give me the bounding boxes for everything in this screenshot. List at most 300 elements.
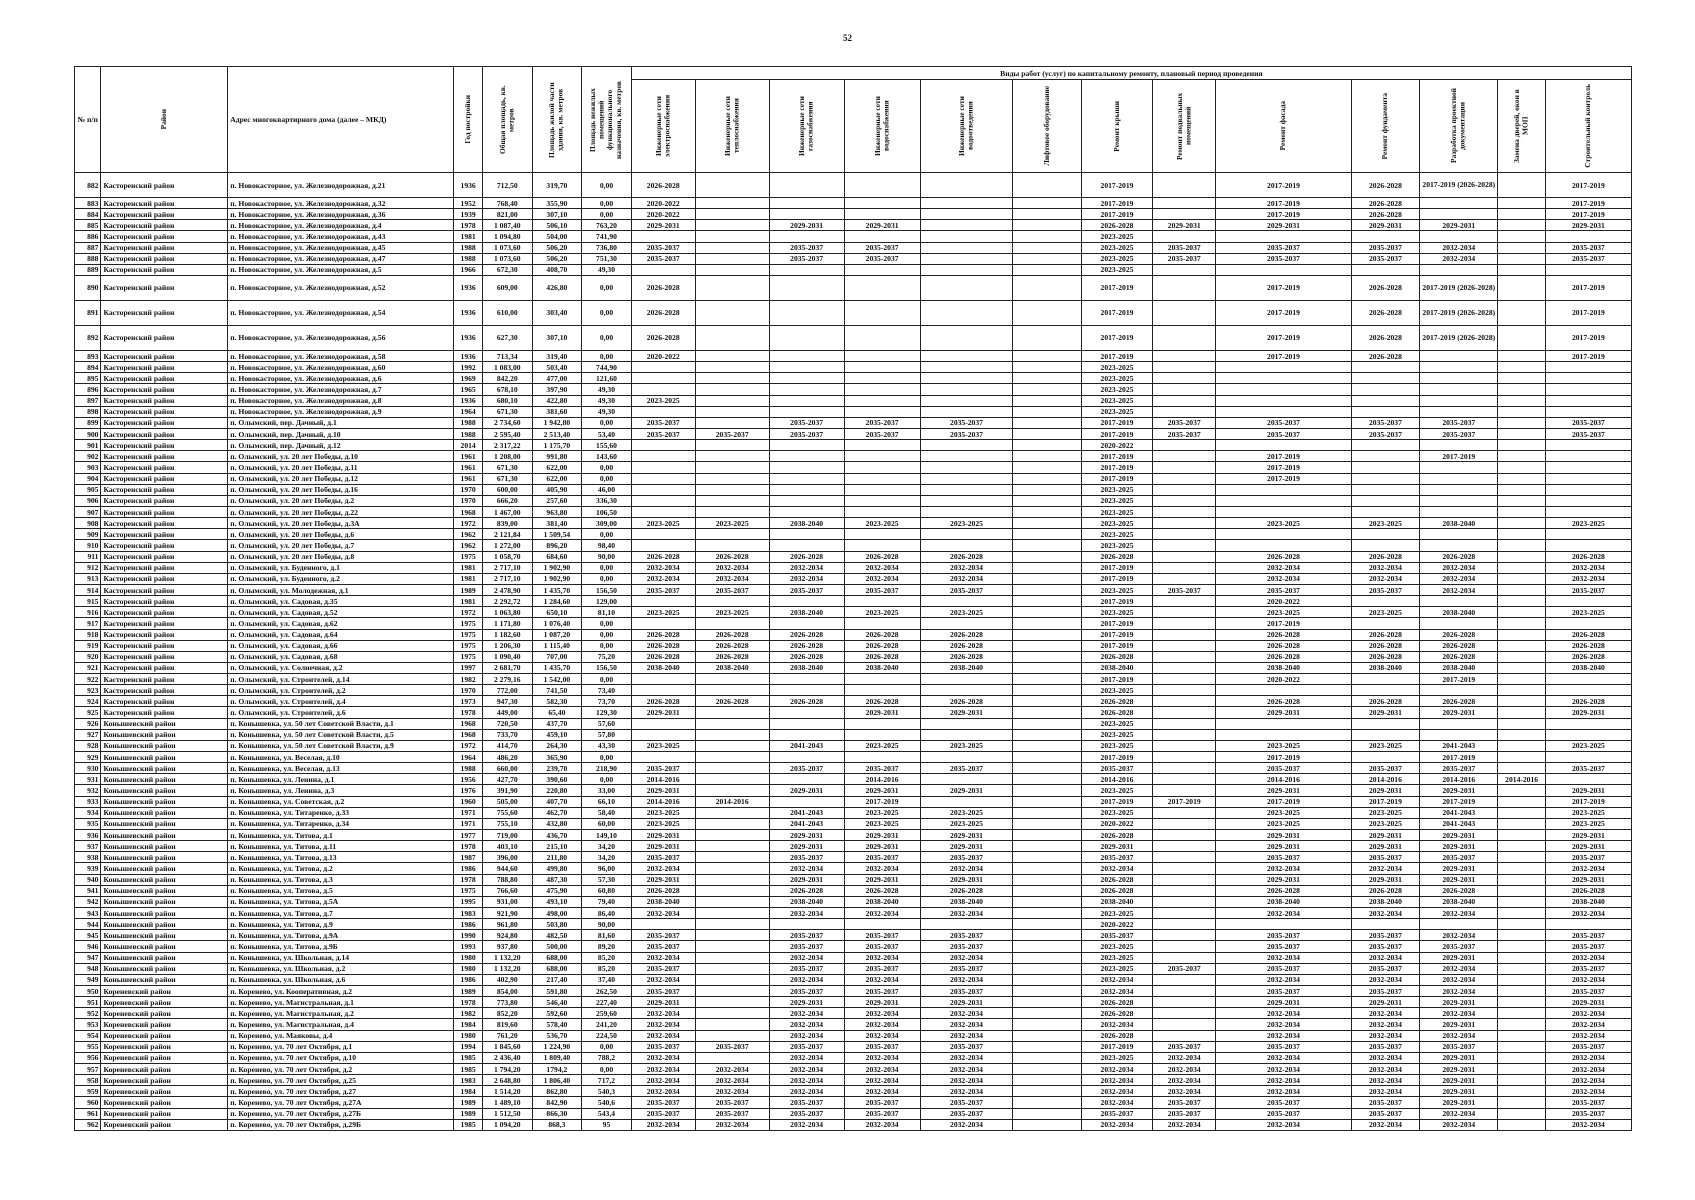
table-cell: 2023-2025 xyxy=(1081,685,1153,696)
table-cell: 2023-2025 xyxy=(844,518,920,529)
table-cell: 1980 xyxy=(454,952,483,963)
table-cell: п. Новокасторное, ул. Железнодорожная, д.47 xyxy=(228,253,454,264)
table-cell: 2035-2037 xyxy=(1216,417,1352,428)
table-cell: 1 208,00 xyxy=(482,451,532,462)
table-cell xyxy=(1498,417,1545,428)
table-cell: п. Новокасторное, ул. Железнодорожная, д.8 xyxy=(228,395,454,406)
table-cell xyxy=(769,231,844,242)
table-row xyxy=(75,462,1632,473)
table-cell: 2035-2037 xyxy=(1351,1097,1419,1108)
table-cell xyxy=(1013,451,1081,462)
table-cell xyxy=(1013,997,1081,1008)
table-cell: 2026-2028 xyxy=(1351,275,1419,300)
table-cell: 2038-2040 xyxy=(844,896,920,907)
table-cell: 2035-2037 xyxy=(1153,242,1216,253)
table-cell: 49,30 xyxy=(582,384,632,395)
table-cell: Конышевский район xyxy=(101,908,228,919)
table-cell: 218,90 xyxy=(582,763,632,774)
table-cell xyxy=(1351,373,1419,384)
table-cell: 2029-2031 xyxy=(1216,785,1352,796)
table-cell xyxy=(695,874,769,885)
table-cell: 2017-2019 (2026-2028) xyxy=(1420,325,1498,350)
table-cell: 954 xyxy=(75,1030,101,1041)
table-cell: 407,70 xyxy=(532,796,582,807)
table-cell xyxy=(631,440,695,451)
table-cell: 2035-2037 xyxy=(1351,584,1419,595)
table-cell: 1988 xyxy=(454,763,483,774)
table-cell: 2032-2034 xyxy=(920,1008,1013,1019)
table-cell: 85,20 xyxy=(582,952,632,963)
table-cell: 2029-2031 xyxy=(631,707,695,718)
col-work-8: Ремонт фасада xyxy=(1216,80,1352,173)
table-cell: 2038-2040 xyxy=(1081,662,1153,673)
table-cell xyxy=(631,529,695,540)
table-cell: 672,30 xyxy=(482,264,532,275)
table-cell: 884 xyxy=(75,209,101,220)
table-cell xyxy=(695,173,769,198)
table-cell: 2017-2019 xyxy=(1216,325,1352,350)
table-row xyxy=(75,963,1632,974)
table-cell: Касторенский район xyxy=(101,651,228,662)
table-cell: 1 512,50 xyxy=(482,1108,532,1119)
table-cell: 2032-2034 xyxy=(1351,1030,1419,1041)
table-cell xyxy=(1153,818,1216,829)
table-cell: 2038-2040 xyxy=(769,518,844,529)
table-row xyxy=(75,1108,1632,1119)
table-cell xyxy=(1153,173,1216,198)
table-cell: 2032-2034 xyxy=(1081,1075,1153,1086)
table-cell: 262,50 xyxy=(582,986,632,997)
table-cell: 1 175,70 xyxy=(532,440,582,451)
table-cell: 1 087,40 xyxy=(482,220,532,231)
table-row xyxy=(75,707,1632,718)
table-cell: 2035-2037 xyxy=(844,1097,920,1108)
table-cell: 2017-2019 xyxy=(1153,796,1216,807)
table-cell: 2035-2037 xyxy=(1545,941,1631,952)
table-cell xyxy=(1153,841,1216,852)
table-cell xyxy=(1498,551,1545,562)
table-cell xyxy=(1153,908,1216,919)
table-row xyxy=(75,818,1632,829)
table-cell: 1961 xyxy=(454,473,483,484)
table-cell xyxy=(1498,1030,1545,1041)
table-cell: 610,00 xyxy=(482,300,532,325)
table-cell xyxy=(1351,484,1419,495)
table-cell: 1968 xyxy=(454,729,483,740)
table-cell: 2035-2037 xyxy=(1545,986,1631,997)
table-cell: Касторенский район xyxy=(101,685,228,696)
table-cell xyxy=(1498,830,1545,841)
table-cell: 2032-2034 xyxy=(1216,562,1352,573)
table-cell xyxy=(1351,406,1419,417)
table-cell xyxy=(695,974,769,985)
table-cell xyxy=(695,852,769,863)
table-cell: 405,90 xyxy=(532,484,582,495)
table-cell: 2032-2034 xyxy=(844,1063,920,1074)
table-cell xyxy=(769,462,844,473)
table-cell: 2032-2034 xyxy=(1545,952,1631,963)
table-cell: 591,80 xyxy=(532,986,582,997)
table-cell: п. Олымский, ул. 20 лет Победы, д.7 xyxy=(228,540,454,551)
table-cell: 2032-2034 xyxy=(769,1008,844,1019)
table-cell xyxy=(695,540,769,551)
table-cell xyxy=(1153,1030,1216,1041)
table-cell: 2023-2025 xyxy=(844,807,920,818)
table-cell: 2038-2040 xyxy=(1420,662,1498,673)
table-cell xyxy=(1498,729,1545,740)
table-cell: 2032-2034 xyxy=(769,952,844,963)
table-cell: 1975 xyxy=(454,640,483,651)
table-cell: 96,00 xyxy=(582,863,632,874)
table-cell: 2032-2034 xyxy=(1153,1063,1216,1074)
table-cell: 1988 xyxy=(454,417,483,428)
table-cell: 1985 xyxy=(454,1063,483,1074)
table-cell: п. Олымский, ул. Буденного, д.1 xyxy=(228,562,454,573)
table-cell: 923 xyxy=(75,685,101,696)
table-cell: 2026-2028 xyxy=(844,885,920,896)
table-cell: Конышевский район xyxy=(101,952,228,963)
table-cell: 1986 xyxy=(454,863,483,874)
table-cell: 2026-2028 xyxy=(1081,885,1153,896)
table-cell: 1977 xyxy=(454,830,483,841)
table-cell: 2026-2028 xyxy=(769,640,844,651)
table-cell: 2035-2037 xyxy=(1351,941,1419,952)
table-cell xyxy=(695,952,769,963)
table-row xyxy=(75,651,1632,662)
table-cell xyxy=(920,406,1013,417)
table-cell: 1 206,30 xyxy=(482,640,532,651)
table-cell xyxy=(920,729,1013,740)
table-row xyxy=(75,506,1632,517)
table-cell: 2032-2034 xyxy=(631,1030,695,1041)
table-cell: 2032-2034 xyxy=(1153,1052,1216,1063)
table-cell xyxy=(1153,830,1216,841)
table-cell: Конышевский район xyxy=(101,874,228,885)
table-row xyxy=(75,640,1632,651)
table-cell: 896,20 xyxy=(532,540,582,551)
table-cell: 1997 xyxy=(454,662,483,673)
table-cell: 381,40 xyxy=(532,518,582,529)
table-cell: 2026-2028 xyxy=(1081,1008,1153,1019)
table-cell: 928 xyxy=(75,740,101,751)
table-cell: 2017-2019 xyxy=(1081,752,1153,763)
table-row xyxy=(75,551,1632,562)
table-cell xyxy=(1013,462,1081,473)
table-cell: 921,90 xyxy=(482,908,532,919)
table-cell xyxy=(1216,395,1352,406)
table-cell xyxy=(920,506,1013,517)
table-cell xyxy=(1013,986,1081,997)
col-year: Год постройки xyxy=(454,67,483,173)
table-cell xyxy=(920,752,1013,763)
table-cell: 2035-2037 xyxy=(1216,963,1352,974)
table-cell: 2035-2037 xyxy=(631,852,695,863)
table-cell: 2029-2031 xyxy=(1351,997,1419,1008)
table-cell: 1975 xyxy=(454,618,483,629)
table-cell xyxy=(1351,919,1419,930)
table-cell: 666,20 xyxy=(482,495,532,506)
table-cell: 2026-2028 xyxy=(1420,696,1498,707)
table-cell: 2038-2040 xyxy=(844,662,920,673)
table-cell: 842,20 xyxy=(482,373,532,384)
table-cell: Касторенский район xyxy=(101,662,228,673)
table-cell: 2014-2016 xyxy=(1498,774,1545,785)
table-cell xyxy=(695,618,769,629)
table-cell xyxy=(844,325,920,350)
table-cell: п. Коренево, ул. Магистральная, д.1 xyxy=(228,997,454,1008)
table-cell xyxy=(1498,1097,1545,1108)
table-cell: 2032-2034 xyxy=(631,974,695,985)
table-cell: 2029-2031 xyxy=(1351,220,1419,231)
table-cell: 2029-2031 xyxy=(1420,1086,1498,1097)
table-cell: 2032-2034 xyxy=(769,1119,844,1130)
table-cell xyxy=(1498,264,1545,275)
table-cell: 2026-2028 xyxy=(695,629,769,640)
table-cell: 961 xyxy=(75,1108,101,1119)
table-cell xyxy=(695,596,769,607)
table-cell xyxy=(1216,373,1352,384)
table-cell xyxy=(1013,707,1081,718)
table-cell: 2032-2034 xyxy=(769,1086,844,1097)
table-cell: Касторенский район xyxy=(101,596,228,607)
table-cell xyxy=(1153,885,1216,896)
table-cell: 49,30 xyxy=(582,406,632,417)
table-cell: 95 xyxy=(582,1119,632,1130)
table-cell: п. Конышевка, ул. Титова, д.5А xyxy=(228,896,454,907)
table-cell: 2029-2031 xyxy=(1420,1019,1498,1030)
table-cell: 915 xyxy=(75,596,101,607)
table-cell: 2035-2037 xyxy=(1216,584,1352,595)
table-cell xyxy=(1420,596,1498,607)
table-cell xyxy=(1498,740,1545,751)
table-cell: 932 xyxy=(75,785,101,796)
table-cell xyxy=(1153,863,1216,874)
table-cell: 2032-2034 xyxy=(1420,963,1498,974)
table-cell xyxy=(1216,231,1352,242)
table-cell xyxy=(1351,440,1419,451)
table-row xyxy=(75,607,1632,618)
table-cell: 2041-2043 xyxy=(769,807,844,818)
table-cell: 493,10 xyxy=(532,896,582,907)
table-cell: 2026-2028 xyxy=(769,651,844,662)
table-cell: 1971 xyxy=(454,807,483,818)
table-cell xyxy=(1013,275,1081,300)
table-cell: 2032-2034 xyxy=(1351,1119,1419,1130)
table-cell: 0,00 xyxy=(582,674,632,685)
table-cell: Касторенский район xyxy=(101,428,228,439)
table-cell: 1936 xyxy=(454,350,483,361)
table-cell: 2035-2037 xyxy=(1153,417,1216,428)
table-row xyxy=(75,1030,1632,1041)
table-cell xyxy=(1013,863,1081,874)
table-cell: 2032-2034 xyxy=(1351,974,1419,985)
table-cell: 2026-2028 xyxy=(1351,885,1419,896)
table-cell: 2038-2040 xyxy=(1216,896,1352,907)
table-cell: 66,10 xyxy=(582,796,632,807)
table-cell: 2035-2037 xyxy=(1351,253,1419,264)
table-cell xyxy=(1013,495,1081,506)
table-cell xyxy=(1153,640,1216,651)
table-cell xyxy=(695,253,769,264)
table-cell: 2026-2028 xyxy=(1081,1030,1153,1041)
table-cell: 1984 xyxy=(454,1019,483,1030)
table-cell: 1 094,80 xyxy=(482,231,532,242)
table-cell: Конышевский район xyxy=(101,963,228,974)
table-row xyxy=(75,752,1632,763)
table-cell: 2026-2028 xyxy=(1216,551,1352,562)
table-cell: 2035-2037 xyxy=(1153,253,1216,264)
table-cell xyxy=(1013,1052,1081,1063)
table-cell: 898 xyxy=(75,406,101,417)
table-cell xyxy=(1153,596,1216,607)
table-cell xyxy=(769,198,844,209)
table-cell: п. Конышевка, ул. Советская, д.2 xyxy=(228,796,454,807)
table-cell: 2035-2037 xyxy=(1216,941,1352,952)
table-cell xyxy=(695,220,769,231)
table-cell: 2029-2031 xyxy=(1351,830,1419,841)
table-cell: 2023-2025 xyxy=(920,818,1013,829)
table-cell xyxy=(1498,763,1545,774)
table-cell xyxy=(1153,685,1216,696)
table-cell: 2026-2028 xyxy=(1081,551,1153,562)
table-cell: 2035-2037 xyxy=(631,417,695,428)
table-cell: 819,60 xyxy=(482,1019,532,1030)
table-cell xyxy=(1351,618,1419,629)
table-cell: 2023-2025 xyxy=(1081,941,1153,952)
table-cell xyxy=(1216,264,1352,275)
table-cell: 2035-2037 xyxy=(695,584,769,595)
table-cell: 2023-2025 xyxy=(1081,963,1153,974)
table-cell xyxy=(844,506,920,517)
table-cell xyxy=(1153,807,1216,818)
table-cell xyxy=(1545,718,1631,729)
table-cell: 2026-2028 xyxy=(631,275,695,300)
table-cell: 955 xyxy=(75,1041,101,1052)
table-cell: 1 942,80 xyxy=(532,417,582,428)
table-cell xyxy=(844,919,920,930)
table-cell: Касторенский район xyxy=(101,220,228,231)
table-cell: 2023-2025 xyxy=(1081,253,1153,264)
table-cell: 890 xyxy=(75,275,101,300)
table-cell: п. Конышевка, ул. Титаренко, д.34 xyxy=(228,818,454,829)
table-cell: Касторенский район xyxy=(101,362,228,373)
table-cell xyxy=(695,986,769,997)
table-cell: 2029-2031 xyxy=(920,841,1013,852)
table-cell: 2017-2019 xyxy=(1081,325,1153,350)
table-cell: п. Олымский, пер. Дачный, д.10 xyxy=(228,428,454,439)
table-cell xyxy=(1013,1063,1081,1074)
table-cell: 1970 xyxy=(454,685,483,696)
table-row xyxy=(75,874,1632,885)
table-cell: 1975 xyxy=(454,629,483,640)
table-cell: 2035-2037 xyxy=(1545,763,1631,774)
table-cell: 81,10 xyxy=(582,607,632,618)
table-cell: 1989 xyxy=(454,1108,483,1119)
table-cell: 2017-2019 xyxy=(1545,796,1631,807)
table-cell: 2032-2034 xyxy=(844,1075,920,1086)
table-cell: 2023-2025 xyxy=(631,518,695,529)
table-cell: 2035-2037 xyxy=(769,1041,844,1052)
table-cell: 2017-2019 xyxy=(1216,618,1352,629)
table-cell: 2032-2034 xyxy=(631,952,695,963)
table-cell xyxy=(631,729,695,740)
table-cell xyxy=(1351,384,1419,395)
table-cell: Конышевский район xyxy=(101,763,228,774)
table-cell: 2032-2034 xyxy=(844,908,920,919)
table-cell: 2035-2037 xyxy=(769,242,844,253)
table-cell xyxy=(1153,774,1216,785)
table-cell: 2035-2037 xyxy=(1545,242,1631,253)
table-cell xyxy=(1498,607,1545,618)
table-cell xyxy=(1498,1052,1545,1063)
table-cell: 2017-2019 xyxy=(1081,573,1153,584)
table-cell xyxy=(1498,428,1545,439)
table-cell xyxy=(769,373,844,384)
table-cell: 397,90 xyxy=(532,384,582,395)
table-cell: 1 063,80 xyxy=(482,607,532,618)
table-cell: 2017-2019 xyxy=(1545,300,1631,325)
table-cell: 2017-2019 xyxy=(1216,209,1352,220)
table-cell: 2032-2034 xyxy=(631,908,695,919)
table-cell xyxy=(631,919,695,930)
table-cell: 2035-2037 xyxy=(844,763,920,774)
table-cell: 2032-2034 xyxy=(1420,974,1498,985)
table-cell: 57,30 xyxy=(582,874,632,885)
table-cell: 2032-2034 xyxy=(1351,1086,1419,1097)
table-cell xyxy=(769,395,844,406)
table-cell: 2032-2034 xyxy=(1420,562,1498,573)
table-cell: п. Новокасторное, ул. Железнодорожная, д.5 xyxy=(228,264,454,275)
table-cell xyxy=(1013,807,1081,818)
table-cell: 2035-2037 xyxy=(1216,1097,1352,1108)
table-cell xyxy=(920,253,1013,264)
table-cell: 33,00 xyxy=(582,785,632,796)
table-cell xyxy=(1498,231,1545,242)
table-cell xyxy=(920,300,1013,325)
table-cell: 934 xyxy=(75,807,101,818)
table-cell xyxy=(695,275,769,300)
table-cell xyxy=(1498,473,1545,484)
table-cell xyxy=(695,495,769,506)
table-cell: 2023-2025 xyxy=(1081,518,1153,529)
table-cell xyxy=(769,596,844,607)
table-cell: 0,00 xyxy=(582,529,632,540)
table-row xyxy=(75,518,1632,529)
table-cell: 2035-2037 xyxy=(631,242,695,253)
table-row xyxy=(75,629,1632,640)
table-cell: 2026-2028 xyxy=(1351,300,1419,325)
table-cell: 65,40 xyxy=(532,707,582,718)
table-cell xyxy=(1013,173,1081,198)
table-cell: 408,70 xyxy=(532,264,582,275)
table-cell: 2026-2028 xyxy=(844,629,920,640)
table-cell: 1989 xyxy=(454,986,483,997)
table-cell: 1984 xyxy=(454,1086,483,1097)
table-row xyxy=(75,173,1632,198)
table-cell: 1970 xyxy=(454,495,483,506)
table-cell: 2038-2040 xyxy=(631,896,695,907)
table-cell xyxy=(1351,264,1419,275)
table-cell: 2032-2034 xyxy=(844,1052,920,1063)
table-cell: 2032-2034 xyxy=(1216,863,1352,874)
table-cell: Касторенский район xyxy=(101,395,228,406)
table-cell: 536,70 xyxy=(532,1030,582,1041)
table-cell xyxy=(1153,696,1216,707)
table-cell: 2032-2034 xyxy=(1545,1075,1631,1086)
table-cell: 53,40 xyxy=(582,428,632,439)
table-cell: п. Коренево, ул. 70 лет Октября, д.25 xyxy=(228,1075,454,1086)
table-row xyxy=(75,1086,1632,1097)
